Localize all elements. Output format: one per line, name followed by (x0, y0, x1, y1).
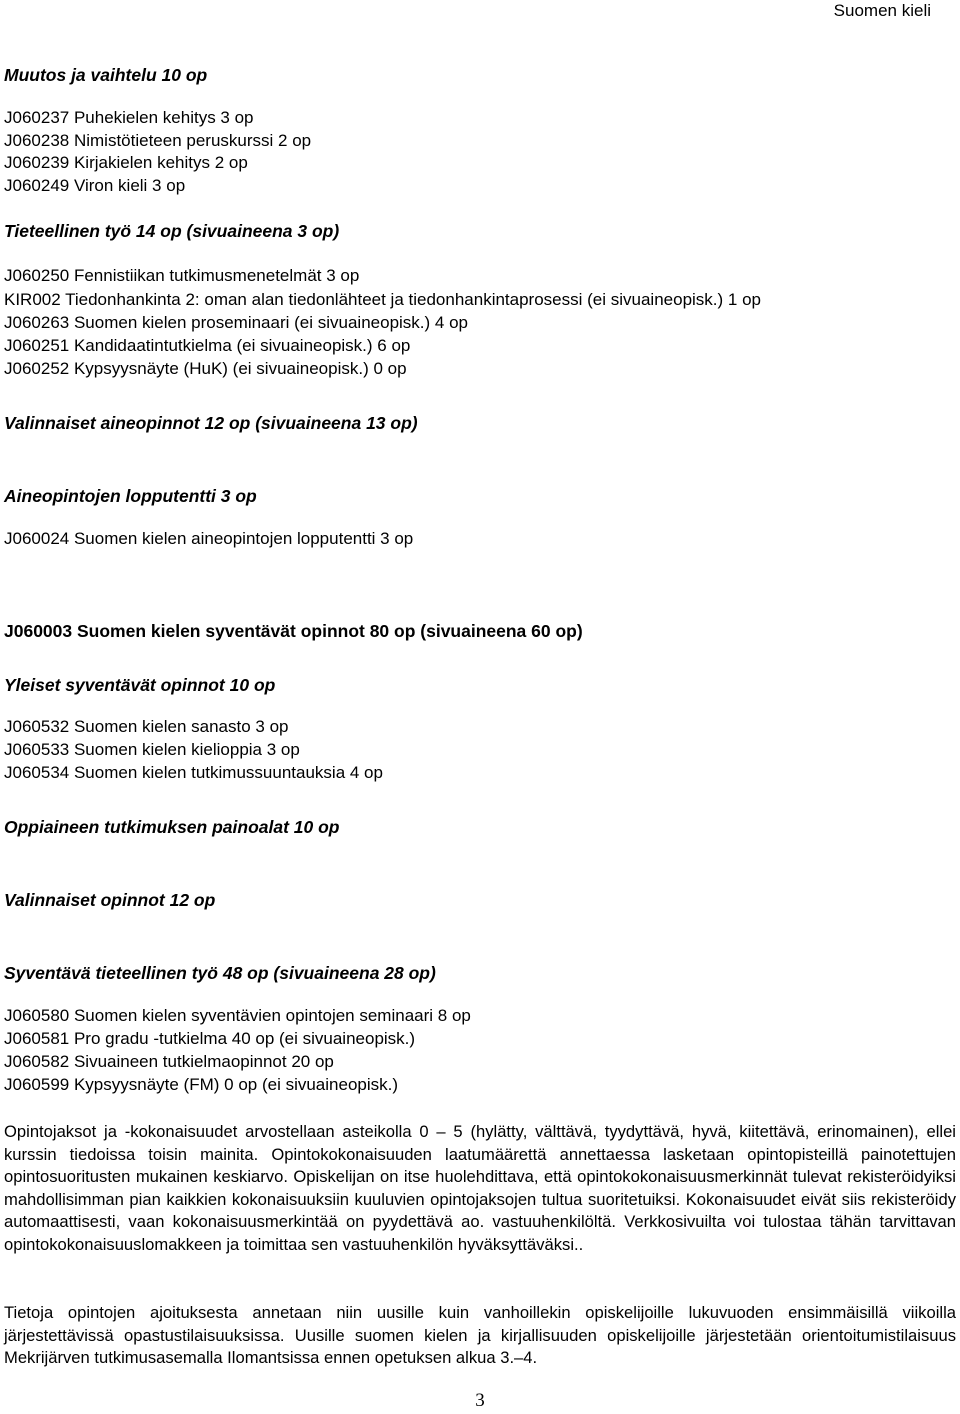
page-header-title: Suomen kieli (833, 1, 931, 20)
course-item: J060534 Suomen kielen tutkimussuuntauksia 4 op (4, 763, 383, 782)
orientation-paragraph: Tietoja opintojen ajoituksesta annetaan niin uusille kuin vanhoillekin opiskelijoille lukuvuoden ensimmäisillä viikoilla järjestettävissä opastustilaisuuksissa. Uusille suomen kielen ja kirjallisuuden opiskelijoille järjestetään orientoitumistilaisuus Mekrijärven tutkimusasemalla Ilomantsissa ennen opetuksen alkua 3.–4. (4, 1303, 956, 1368)
section-heading-valinnaiset-aineopinnot: Valinnaiset aineopinnot 12 op (sivuaineena 13 op) (4, 413, 418, 433)
course-item: J060239 Kirjakielen kehitys 2 op (4, 153, 248, 172)
course-item: KIR002 Tiedonhankinta 2: oman alan tiedonlähteet ja tiedonhankintaprosessi (ei sivuaineopisk.) 1 op (4, 290, 761, 309)
section-heading-lopputentti: Aineopintojen lopputentti 3 op (4, 486, 257, 506)
course-item: J060580 Suomen kielen syventävien opintojen seminaari 8 op (4, 1006, 471, 1025)
section-heading-muutos: Muutos ja vaihtelu 10 op (4, 65, 208, 85)
course-item: J060237 Puhekielen kehitys 3 op (4, 108, 254, 127)
page-number: 3 (475, 1390, 485, 1411)
course-item: J060238 Nimistötieteen peruskurssi 2 op (4, 131, 312, 150)
section-heading-syventavat: J060003 Suomen kielen syventävät opinnot 80 op (sivuaineena 60 op) (4, 621, 583, 641)
section-heading-painoalat: Oppiaineen tutkimuksen painoalat 10 op (4, 817, 340, 837)
section-heading-syventava-tyo: Syventävä tieteellinen työ 48 op (sivuaineena 28 op) (4, 963, 436, 983)
course-item: J060582 Sivuaineen tutkielmaopinnot 20 op (4, 1052, 334, 1071)
course-item: J060533 Suomen kielen kielioppia 3 op (4, 740, 300, 759)
course-item: J060252 Kypsyysnäyte (HuK) (ei sivuaineopisk.) 0 op (4, 359, 407, 378)
course-item: J060024 Suomen kielen aineopintojen lopputentti 3 op (4, 529, 414, 548)
section-heading-tieteellinen: Tieteellinen työ 14 op (sivuaineena 3 op) (4, 221, 340, 241)
course-item: J060581 Pro gradu -tutkielma 40 op (ei sivuaineopisk.) (4, 1029, 416, 1048)
grading-paragraph: Opintojaksot ja -kokonaisuudet arvostellaan asteikolla 0 – 5 (hylätty, välttävä, tyydyttävä, hyvä, kiitettävä, erinomainen), ellei kurssin tiedoissa toisin mainita. Opintokokonaisuuden laatumäärettä annettaessa lasketaan opintopisteillä painotettujen opintosuoritusten mukainen keskiarvo. Opiskelijan on itse huolehdittava, että opintokokonaisuusmerkinnät tulevat rekisteröidyiksi mahdollisimman pian kaikkien kokonaisuuksiin kuuluvien opintojaksojen tultua suoritetuiksi. Kokonaisuudet eivät siis rekisteröidy automaattisesti, vaan kokonaisuusmerkintää on pyydettävä ao. vastuuhenkilöltä. Verkkosivuilta voi tulostaa tähän tarvittavan opintokokonaisuuslomakkeen ja toimittaa sen vastuuhenkilön hyväksyttäväksi.. (4, 1122, 956, 1254)
course-item: J060263 Suomen kielen proseminaari (ei sivuaineopisk.) 4 op (4, 313, 468, 332)
course-item: J060251 Kandidaatintutkielma (ei sivuaineopisk.) 6 op (4, 336, 411, 355)
course-item: J060599 Kypsyysnäyte (FM) 0 op (ei sivuaineopisk.) (4, 1075, 399, 1094)
section-heading-yleiset: Yleiset syventävät opinnot 10 op (4, 675, 276, 695)
section-heading-valinnaiset-opinnot: Valinnaiset opinnot 12 op (4, 890, 216, 910)
course-item: J060532 Suomen kielen sanasto 3 op (4, 717, 289, 736)
course-item: J060249 Viron kieli 3 op (4, 176, 186, 195)
course-item: J060250 Fennistiikan tutkimusmenetelmät 3 op (4, 266, 360, 285)
